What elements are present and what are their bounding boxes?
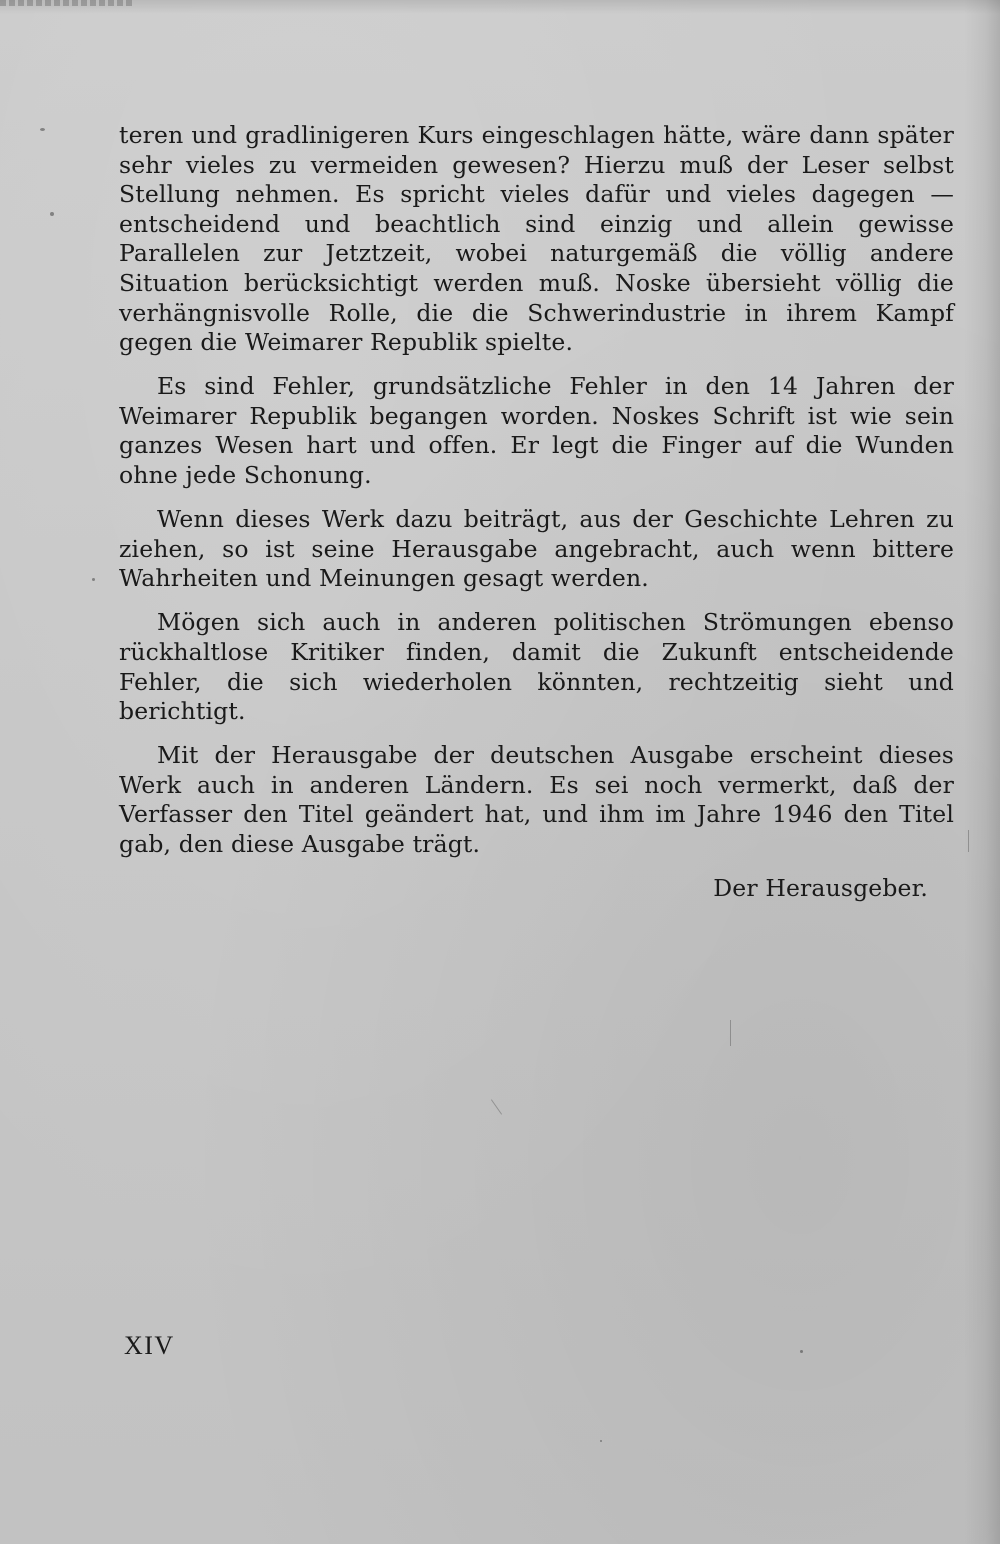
page-edge-shadow bbox=[964, 0, 1000, 1544]
page-number: XIV bbox=[124, 1331, 175, 1360]
paragraph-4: Mögen sich auch in anderen politischen Strömungen ebenso rückhaltlose Kritiker finden, damit die Zukunft entscheidende Fehler, die sich wiederholen könnten, rechtzeitig sieht und berichtigt. bbox=[119, 608, 954, 726]
paragraph-1: teren und gradlinigeren Kurs eingeschlagen hätte, wäre dann später sehr vieles zu vermeiden gewesen? Hierzu muß der Leser selbst Stellung nehmen. Es spricht vieles dafür und vieles dagegen — entscheidend und beachtlich sind einzig und allein gewisse Parallelen zur Jetztzeit, wobei naturgemäß die völlig andere Situation berücksichtigt werden muß. Noske übersieht völlig die verhängnisvolle Rolle, die die Schwerindustrie in ihrem Kampf gegen die Weimarer Republik spielte. bbox=[119, 121, 954, 357]
paper-scratch bbox=[968, 830, 969, 852]
paper-speck bbox=[92, 578, 95, 581]
paragraph-2: Es sind Fehler, grundsätzliche Fehler in den 14 Jahren der Weimarer Republik begangen worden. Noskes Schrift ist wie sein ganzes Wesen hart und offen. Er legt die Finger auf die Wunden ohne jede Schonung. bbox=[119, 372, 954, 490]
paper-speck bbox=[40, 128, 45, 131]
paragraph-5: Mit der Herausgabe der deutschen Ausgabe erscheint dieses Werk auch in anderen Ländern. Es sei noch vermerkt, daß der Verfasser den Titel geändert hat, und ihm im Jahre 1946 den Titel gab, den diese Ausgabe trägt. bbox=[119, 741, 954, 859]
page-top-shadow bbox=[0, 0, 1000, 14]
paper-scratch bbox=[730, 1020, 731, 1046]
paper-speck bbox=[800, 1350, 803, 1353]
paper-scratch bbox=[491, 1099, 502, 1114]
paragraph-3: Wenn dieses Werk dazu beiträgt, aus der Geschichte Lehren zu ziehen, so ist seine Herausgabe angebracht, auch wenn bittere Wahrheiten und Meinungen gesagt werden. bbox=[119, 505, 954, 593]
paper-speck bbox=[600, 1440, 602, 1442]
signature: Der Herausgeber. bbox=[713, 874, 928, 903]
body-text bbox=[119, 121, 954, 904]
paper-speck bbox=[50, 212, 54, 216]
scan-corner-mark bbox=[0, 0, 132, 6]
